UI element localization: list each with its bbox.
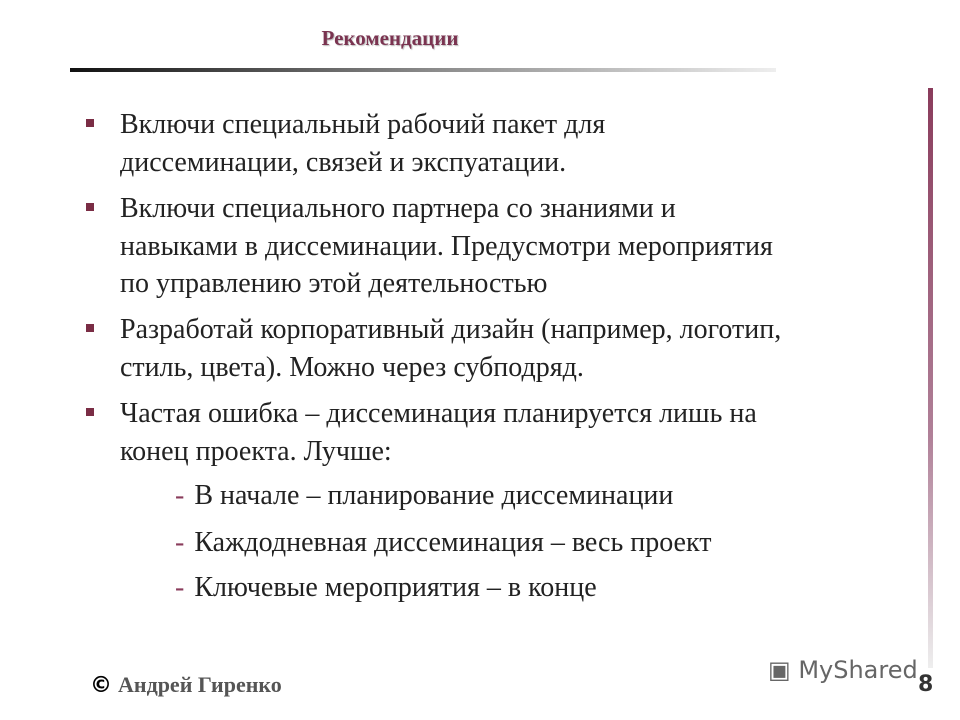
watermark-text: MyShared [798,656,918,684]
sub-item [175,527,711,559]
footer-author [90,672,282,698]
bullet-line: диссеминации, связей и экспуатации. [120,146,567,178]
bullet-line: Частая ошибка – диссеминация планируется лишь на [120,398,757,429]
sub-item [175,480,673,512]
side-accent-bar [928,88,933,668]
bullet-item [120,395,910,470]
sub-item-text: Ключевые мероприятия – в конце [194,572,597,603]
author-name: Андрей Гиренко [118,672,282,697]
bullet-icon [86,203,94,211]
bullet-line: конец проекта. Лучше: [120,435,392,467]
title-divider [70,68,776,72]
bullet-item [120,190,910,303]
sub-item [175,572,597,604]
presentation-board-icon: ▣ [768,656,791,684]
bullet-line: стиль, цвета). Можно через субподряд. [120,351,584,383]
sub-item-text: В начале – планирование диссеминации [194,480,674,511]
watermark-logo [768,656,918,684]
bullet-line: навыками в диссеминации. Предусмотри мероприятия [120,230,773,262]
bullet-line: Включи специальный рабочий пакет для [120,109,606,140]
copyright-icon: © [90,673,112,698]
dash-icon: - [175,527,185,558]
sub-item-text: Каждодневная диссеминация – весь проект [194,527,712,558]
bullet-line: Разработай корпоративный дизайн (например, логотип, [120,314,782,345]
dash-icon: - [175,480,185,511]
dash-icon: - [175,572,185,603]
bullet-icon [86,119,94,127]
slide-title: Рекомендации [321,26,459,50]
bullet-item [120,106,910,181]
bullet-line: Включи специального партнера со знаниями и [120,193,676,224]
bullet-item [120,311,910,386]
bullet-icon [86,408,94,416]
bullet-line: по управлению этой деятельностью [120,268,548,299]
page-number: 8 [918,672,934,697]
bullet-icon [86,324,94,332]
